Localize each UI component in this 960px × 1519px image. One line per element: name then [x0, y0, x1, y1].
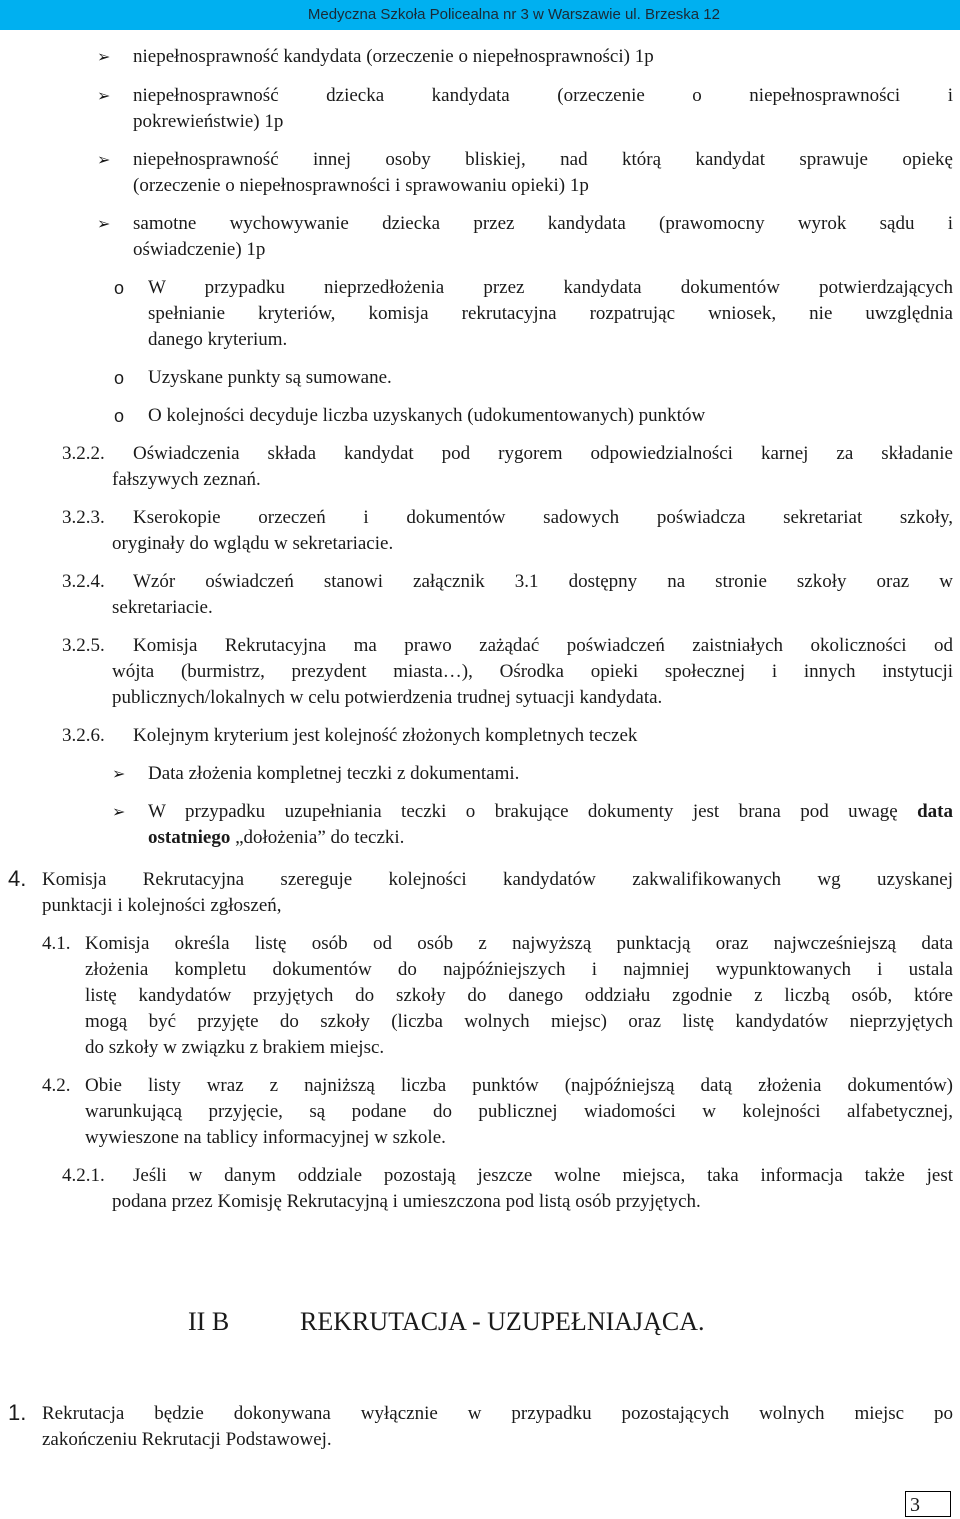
arrow-bullet-icon: ➢	[97, 47, 111, 66]
teczki-item-cont	[148, 825, 953, 851]
criteria-item-cont: pokrewieństwie) 1p	[133, 111, 284, 132]
point-text-cont: oryginały do wglądu w sekretariacie.	[112, 533, 394, 554]
section-text-cont: punktacji i kolejności zgłoszeń,	[42, 895, 282, 916]
point-text-cont: podana przez Komisję Rekrutacyjną i umieszczona pod listą osób przyjętych.	[112, 1191, 701, 1212]
point-text-cont: wójta (burmistrz, prezydent miasta…), Ośrodka opieki społecznej i innych instytucji	[112, 661, 953, 682]
point-text-cont: złożenia kompletu dokumentów do najpóźniejszych i najmniej wypunktowanych i ustala	[85, 959, 953, 980]
criteria-item-cont: (orzeczenie o niepełnosprawności i sprawowaniu opieki) 1p	[133, 175, 589, 196]
point-text: Jeśli w danym oddziale pozostają jeszcze wolne miejsca, taka informacja także jest	[133, 1165, 953, 1186]
section-number: 4.	[8, 866, 27, 891]
point-text: Kolejnym kryterium jest kolejność złożonych kompletnych teczek	[133, 725, 638, 746]
point-text-cont: warunkującą przyjęcie, są podane do publicznej wiadomości w kolejności alfabetycznej,	[85, 1101, 953, 1122]
section-text-cont: zakończeniu Rekrutacji Podstawowej.	[42, 1429, 332, 1450]
circle-bullet: o	[114, 368, 125, 388]
arrow-bullet-icon: ➢	[112, 764, 126, 783]
note-item-cont: spełnianie kryteriów, komisja rekrutacyjna rozpatrując wniosek, nie uwzględnia	[148, 303, 953, 324]
criteria-item: samotne wychowywanie dziecka przez kandydata (prawomocny wyrok sądu i	[133, 213, 953, 234]
teczki-bold: data	[917, 801, 953, 822]
section-heading-label: II B	[188, 1307, 230, 1336]
point-text-cont: sekretariacie.	[112, 597, 213, 618]
section-text: Komisja Rekrutacyjna szereguje kolejności kandydatów zakwalifikowanych wg uzyskanej	[42, 869, 953, 890]
section-heading-title: REKRUTACJA - UZUPEŁNIAJĄCA.	[300, 1307, 705, 1336]
point-text: Komisja określa listę osób od osób z najwyższą punktacją oraz najwcześniejszą data	[85, 933, 953, 954]
arrow-bullet-icon: ➢	[112, 802, 126, 821]
teczki-item	[148, 799, 953, 825]
teczki-text: W przypadku uzupełniania teczki o brakujące dokumenty jest brana pod uwagę	[148, 801, 898, 822]
point-text: Komisja Rekrutacyjna ma prawo zażądać poświadczeń zaistniałych okoliczności od	[133, 635, 953, 656]
criteria-item: niepełnosprawność dziecka kandydata (orzeczenie o niepełnosprawności i	[133, 85, 953, 106]
section-number: 1.	[8, 1400, 27, 1425]
point-text-cont: publicznych/lokalnych w celu potwierdzenia trudnej sytuacji kandydata.	[112, 687, 663, 708]
point-number: 3.2.6.	[62, 725, 105, 746]
note-item-cont: danego kryterium.	[148, 329, 288, 350]
teczki-bold: ostatniego	[148, 827, 231, 848]
point-number: 3.2.5.	[62, 635, 105, 656]
point-number: 3.2.3.	[62, 507, 105, 528]
point-text-cont: fałszywych zeznań.	[112, 469, 261, 490]
circle-bullet: o	[114, 278, 125, 298]
point-text-cont: wywieszone na tablicy informacyjnej w szkole.	[85, 1127, 446, 1148]
note-item: W przypadku nieprzedłożenia przez kandydata dokumentów potwierdzających	[148, 277, 953, 298]
point-text: Wzór oświadczeń stanowi załącznik 3.1 dostępny na stronie szkoły oraz w	[133, 571, 953, 592]
point-number: 3.2.2.	[62, 443, 105, 464]
point-text-cont: do szkoły w związku z brakiem miejsc.	[85, 1037, 385, 1058]
teczki-text: „dołożenia” do teczki.	[235, 827, 405, 848]
page-number: 3	[905, 1491, 951, 1517]
point-number: 3.2.4.	[62, 571, 105, 592]
point-number: 4.1.	[42, 933, 71, 954]
header-text: Medyczna Szkoła Policealna nr 3 w Warszawie ul. Brzeska 12	[307, 6, 720, 23]
circle-bullet: o	[114, 406, 125, 426]
point-text-cont: mogą być przyjęte do szkoły (liczba wolnych miejsc) oraz listę kandydatów nieprzyjętych	[85, 1011, 953, 1032]
point-text: Obie listy wraz z najniższą liczba punktów (najpóźniejszą datą złożenia dokumentów)	[85, 1075, 953, 1096]
arrow-bullet-icon: ➢	[97, 214, 111, 233]
point-text-cont: listę kandydatów przyjętych do szkoły do danego oddziału zgodnie z liczbą osób, które	[85, 985, 953, 1006]
note-item: O kolejności decyduje liczba uzyskanych (udokumentowanych) punktów	[148, 405, 706, 426]
criteria-item-cont: oświadczenie) 1p	[133, 239, 266, 260]
note-item: Uzyskane punkty są sumowane.	[148, 367, 392, 388]
point-number: 4.2.1.	[62, 1165, 105, 1186]
criteria-item: niepełnosprawność innej osoby bliskiej, nad którą kandydat sprawuje opiekę	[133, 149, 953, 170]
point-number: 4.2.	[42, 1075, 71, 1096]
criteria-item: niepełnosprawność kandydata (orzeczenie o niepełnosprawności) 1p	[133, 46, 654, 67]
point-text: Oświadczenia składa kandydat pod rygorem odpowiedzialności karnej za składanie	[133, 443, 953, 464]
arrow-bullet-icon: ➢	[97, 86, 111, 105]
section-text: Rekrutacja będzie dokonywana wyłącznie w przypadku pozostających wolnych miejsc po	[42, 1403, 953, 1424]
document-header	[0, 0, 960, 30]
arrow-bullet-icon: ➢	[97, 150, 111, 169]
point-text: Kserokopie orzeczeń i dokumentów sadowych poświadcza sekretariat szkoły,	[133, 507, 953, 528]
teczki-item: Data złożenia kompletnej teczki z dokumentami.	[148, 763, 520, 784]
